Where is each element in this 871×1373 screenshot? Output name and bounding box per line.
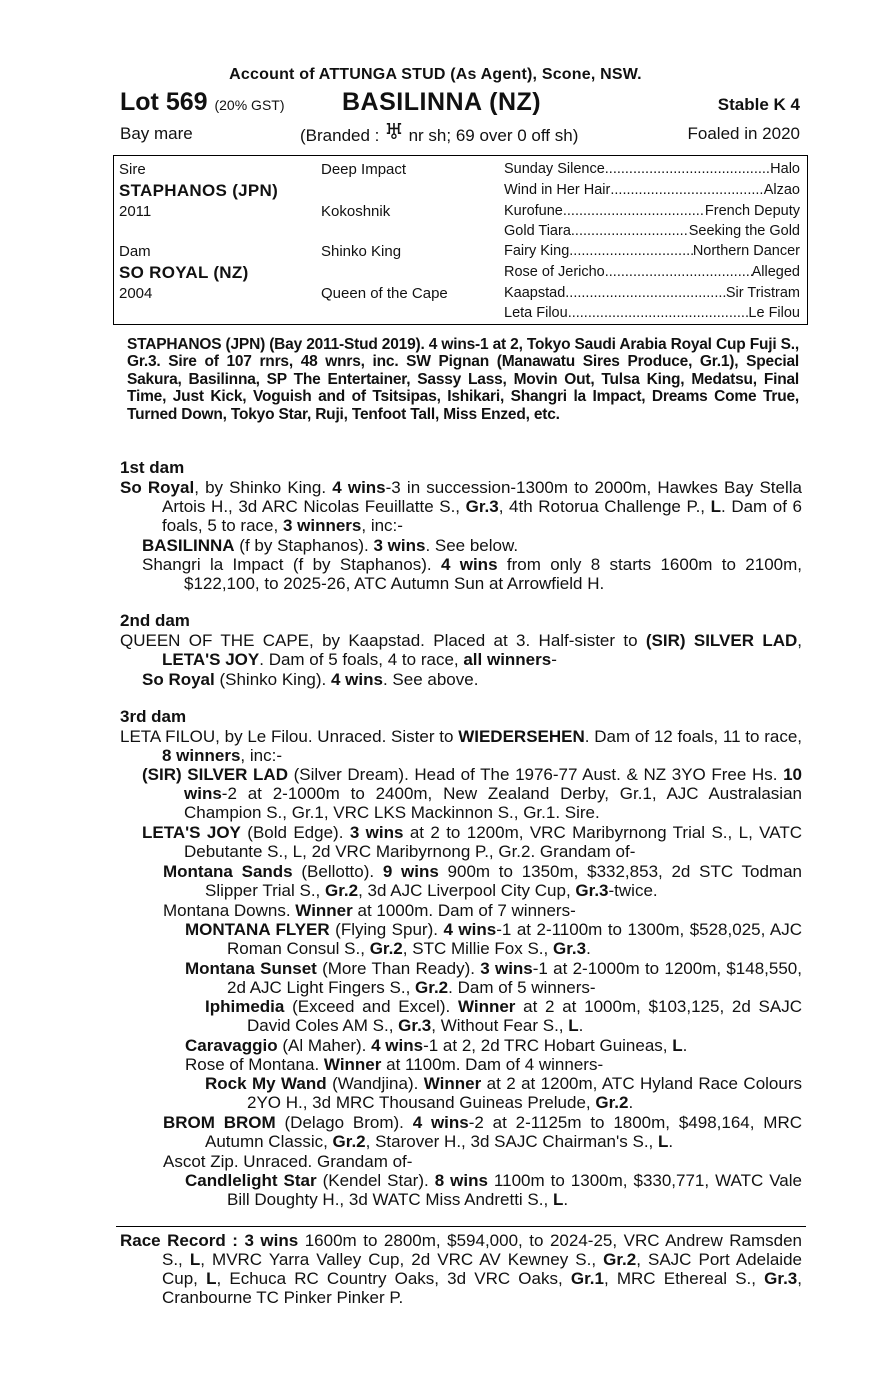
wins: 4 wins [412,1113,469,1132]
gen3-entry [504,285,800,301]
progeny-entry [142,823,802,861]
text: -1 at 2, 2d TRC Hobart Guineas, [423,1036,673,1055]
text: (Wandjina). [326,1074,424,1093]
divider [116,1226,806,1227]
wins: Winner [323,1055,382,1074]
gst-note: (20% GST) [214,97,285,113]
progeny-entry [185,1171,802,1209]
horse-name: LETA'S JOY [162,650,260,669]
horse-name: Montana Sands [163,862,293,881]
text: . Dam of 5 foals, 4 to race, [259,650,464,669]
text: , MVRC Yarra Valley Cup, 2d VRC AV Kewney S., [200,1250,604,1269]
text: . See above. [382,670,479,689]
progeny-entry [142,670,802,689]
horse-name: So Royal [120,478,195,497]
text: QUEEN OF THE CAPE, by Kaapstad. Placed at 3. Half-sister to [120,631,646,650]
text: Shangri la Impact (f by Staphanos). [142,555,441,574]
text: , SAJC Port Adelaide Cup, [162,1250,802,1288]
gen3-entry [504,223,800,239]
dam-name: SO ROYAL (NZ) [119,263,249,282]
text: 1100m to 1300m, $330,771, WATC Vale Bill Doughty H., 3d WATC Miss Andretti S., [227,1171,802,1209]
gen3-entry [504,305,800,321]
text: 1600m to 2800m, $594,000, to 2024-25, VRC Andrew Ramsden S., [162,1231,803,1269]
progeny-entry [163,1113,802,1151]
grade: L [710,497,722,516]
text: -1 at 2-1000m to 1200m, $148,550, 2d AJC Light Fingers S., [227,959,802,997]
grade: Gr.2 [603,1250,637,1269]
grade: L [658,1132,669,1151]
foaled-year: Foaled in 2020 [687,124,800,143]
sire-sire: Deep Impact [321,161,407,178]
grade: L [206,1269,217,1288]
grade: L [568,1016,579,1035]
horse-name: Rock My Wand [205,1074,327,1093]
progeny-entry [163,1152,802,1171]
text: (Delago Brom). [275,1113,413,1132]
sire-summary: STAPHANOS (JPN) (Bay 2011-Stud 2019). 4 wins-1 at 2, Tokyo Saudi Arabia Royal Cup Fuji S., Gr.3. Sire of 107 rnrs, 48 wnrs, inc. SW Pignan (Manawatu Sires Produce, Gr.1), Special Sakura, Basilinna, SP The Entertainer, Sassy Lass, Movin Out, Tulsa King, Medatsu, Final Time, Just Kick, Voguish and of Tsitsipas, Ishikari, Shangri la Impact, Dreams Come True, Turned Down, Tokyo Star, Ruji, Tenfoot Tall, Miss Enzed, etc. [127,336,799,423]
brand-info [300,120,579,146]
sire-name: STAPHANOS (JPN) [119,181,279,200]
grade: Gr.3 [764,1269,798,1288]
gen3-sire: Halo [770,161,800,177]
gen3-horse: Kurofune [504,203,563,219]
grade: L [189,1250,201,1269]
progeny-entry [142,765,802,822]
text: , STC Millie Fox S., [402,939,553,958]
gen3-entry [504,182,800,198]
horse-name: MONTANA FLYER [185,920,330,939]
text: Ascot Zip. Unraced. Grandam of- [163,1152,413,1171]
consignor-line: Account of ATTUNGA STUD (As Agent), Scone, NSW. [229,66,642,83]
text: Montana Downs. [163,901,296,920]
sire-label: Sire [119,161,146,178]
text: . Dam of 12 foals, 11 to race, [584,727,802,746]
text: - [551,650,557,669]
text: , Starover H., 3d SAJC Chairman's S., [365,1132,658,1151]
wins: 10 wins [184,765,802,803]
progeny-entry [185,920,802,958]
text: -2 at 2-1125m to 1800m, $498,164, MRC Autumn Classic, [205,1113,802,1151]
wins: 4 wins [330,670,383,689]
text: . [586,939,591,958]
gen3-horse: Leta Filou [504,305,568,321]
gen3-sire: Sir Tristram [725,285,800,301]
text: , inc:- [361,516,403,535]
text: (Bold Edge). [240,823,350,842]
gen3-horse: Wind in Her Hair [504,182,611,198]
progeny-entry [185,959,802,997]
text: -2 at 2-1000m to 2400m, New Zealand Derby, Gr.1, AJC Australasian Champion S., Gr.1, VRC LKS Mackinnon S., Gr.1. Sire. [184,784,802,822]
dam-year: 2004 [119,285,153,302]
sire-year: 2011 [119,203,152,220]
brand-suffix: nr sh; 69 over 0 off sh) [408,126,579,145]
second-dam-entry [120,631,802,669]
progeny-entry [163,862,802,900]
wins: 3 wins [244,1231,299,1250]
horse-name: (SIR) SILVER LAD [645,631,798,650]
text: (Kendel Star). [316,1171,435,1190]
text: at 2 to 1200m, VRC Maribyrnong Trial S., L, VATC Debutante S., L, 2d VRC Maribyrnong P., Gr.2. Grandam of- [184,823,802,861]
brand-prefix: (Branded : [300,126,380,145]
text: at 1100m. Dam of 4 winners- [381,1055,604,1074]
horse-name: So Royal [142,670,215,689]
wins: 4 wins [371,1036,424,1055]
text: at 1000m. Dam of 7 winners- [352,901,576,920]
text: . Dam of 6 foals, 5 to race, [162,497,803,535]
text: . [682,1036,688,1055]
dam-label: Dam [119,243,151,260]
grade: L [552,1190,564,1209]
gen3-horse: Kaapstad [504,285,566,301]
gen3-horse: Sunday Silence [504,161,605,177]
wins: 3 wins [480,959,533,978]
text: (Bellotto). [292,862,383,881]
third-dam-entry [120,727,802,765]
dam-sire: Shinko King [321,243,402,260]
progeny-entry [185,1055,802,1074]
text: -twice. [608,881,658,900]
lot-label: Lot 569 [120,88,208,116]
third-dam-heading: 3rd dam [120,707,187,726]
text: 900m to 1350m, $332,853, 2d STC Todman Slipper Trial S., [205,862,802,900]
horse-name: BASILINNA (NZ) [342,88,542,116]
text: (Exceed and Excel). [284,997,458,1016]
winners: 8 winners [162,746,241,765]
gen3-horse: Gold Tiara [504,223,571,239]
text: , 3d AJC Liverpool City Cup, [358,881,576,900]
gen3-sire: Northern Dancer [692,243,800,259]
wins: Winner [423,1074,482,1093]
gen3-entry [504,264,800,280]
text: . [668,1132,674,1151]
grade: Gr.1 [570,1269,604,1288]
horse-name: Montana Sunset [185,959,317,978]
text: (Flying Spur). [329,920,444,939]
horse-name: (SIR) SILVER LAD [142,765,288,784]
grade: L [672,1036,683,1055]
horse-name: Candlelight Star [185,1171,317,1190]
text: (Shinko King). [214,670,331,689]
wins: 4 wins [440,555,498,574]
text: at 2 at 1200m, ATC Hyland Race Colours 2YO H., 3d MRC Thousand Guineas Prelude, [247,1074,803,1112]
gen3-horse: Rose of Jericho [504,264,605,280]
text: at 2 at 1000m, $103,125, 2d SAJC David Coles AM S., [247,997,802,1035]
gen3-sire: Alleged [751,264,800,280]
horse-name: Iphimedia [205,997,285,1016]
text: . [628,1093,634,1112]
horse-name: Caravaggio [185,1036,278,1055]
wins: 3 wins [349,823,404,842]
grade: Gr.2 [369,939,403,958]
gen3-entry [504,203,800,219]
text: LETA FILOU, by Le Filou. Unraced. Sister to [120,727,459,746]
text: , Without Fear S., [431,1016,569,1035]
brand-mark-icon: ♅ [384,120,404,145]
horse-name: WIEDERSEHEN [458,727,585,746]
text: , Cranbourne TC Pinker Pinker P. [162,1269,802,1307]
horse-name: LETA'S JOY [142,823,241,842]
grade: Gr.2 [595,1093,629,1112]
first-dam-heading: 1st dam [120,458,185,477]
wins: 9 wins [382,862,439,881]
text: (More Than Ready). [316,959,481,978]
text: , MRC Ethereal S., [603,1269,765,1288]
text: (f by Staphanos). [234,536,374,555]
text: , by Shinko King. [194,478,333,497]
race-record [120,1231,802,1307]
progeny-entry [142,555,802,593]
lot-number [120,88,285,117]
wins: 8 wins [434,1171,488,1190]
gen3-horse: Fairy King [504,243,570,259]
second-dam-heading: 2nd dam [120,611,190,630]
progeny-entry [205,997,802,1035]
wins: Winner [457,997,516,1016]
horse-name: BASILINNA [142,536,235,555]
text: . [578,1016,584,1035]
wins: 4 wins [443,920,497,939]
horse-description: Bay mare [120,124,193,143]
text: . Dam of 5 winners- [448,978,596,997]
text: -3 in succession-1300m to 2000m, Hawkes Bay Stella Artois H., 3d ARC Nicolas Feuillatte S., [162,478,802,516]
text: -1 at 2-1100m to 1300m, $528,025, AJC Roman Consul S., [227,920,803,958]
winners: all winners [463,650,552,669]
race-record-label: Race Record : [120,1231,245,1250]
text: . See below. [425,536,519,555]
progeny-entry [205,1074,802,1112]
grade: Gr.3 [465,497,499,516]
gen3-sire: French Deputy [704,203,800,219]
text: , [797,631,802,650]
progeny-entry [142,536,802,555]
stable-location: Stable K 4 [717,95,800,114]
pedigree-table [113,155,808,325]
grade: Gr.2 [325,881,359,900]
gen3-entry [504,161,800,177]
gen3-sire: Seeking the Gold [688,223,800,239]
text: (Silver Dream). Head of The 1976-77 Aust. & NZ 3YO Free Hs. [287,765,784,784]
winners: 3 winners [282,516,362,535]
grade: Gr.2 [332,1132,366,1151]
wins: Winner [295,901,353,920]
gen3-entry [504,243,800,259]
sire-dam: Kokoshnik [321,203,391,220]
grade: Gr.3 [398,1016,432,1035]
wins: 4 wins [332,478,386,497]
text: . [563,1190,569,1209]
gen3-sire: Alzao [763,182,800,198]
text: , inc:- [240,746,282,765]
text: from only 8 starts 1600m to 2100m, $122,100, to 2025-26, ATC Autumn Sun at Arrowfield H. [184,555,803,593]
text: (Al Maher). [277,1036,372,1055]
gen3-sire: Le Filou [748,305,800,321]
grade: Gr.3 [552,939,587,958]
text: Rose of Montana. [185,1055,324,1074]
dam-dam: Queen of the Cape [321,285,448,302]
progeny-entry [185,1036,802,1055]
wins: 3 wins [373,536,426,555]
first-dam-entry [120,478,802,535]
grade: Gr.2 [415,978,449,997]
grade: Gr.3 [575,881,609,900]
text: , Echuca RC Country Oaks, 3d VRC Oaks, [216,1269,571,1288]
progeny-entry [163,901,802,920]
text: , 4th Rotorua Challenge P., [498,497,711,516]
horse-name: BROM BROM [163,1113,276,1132]
